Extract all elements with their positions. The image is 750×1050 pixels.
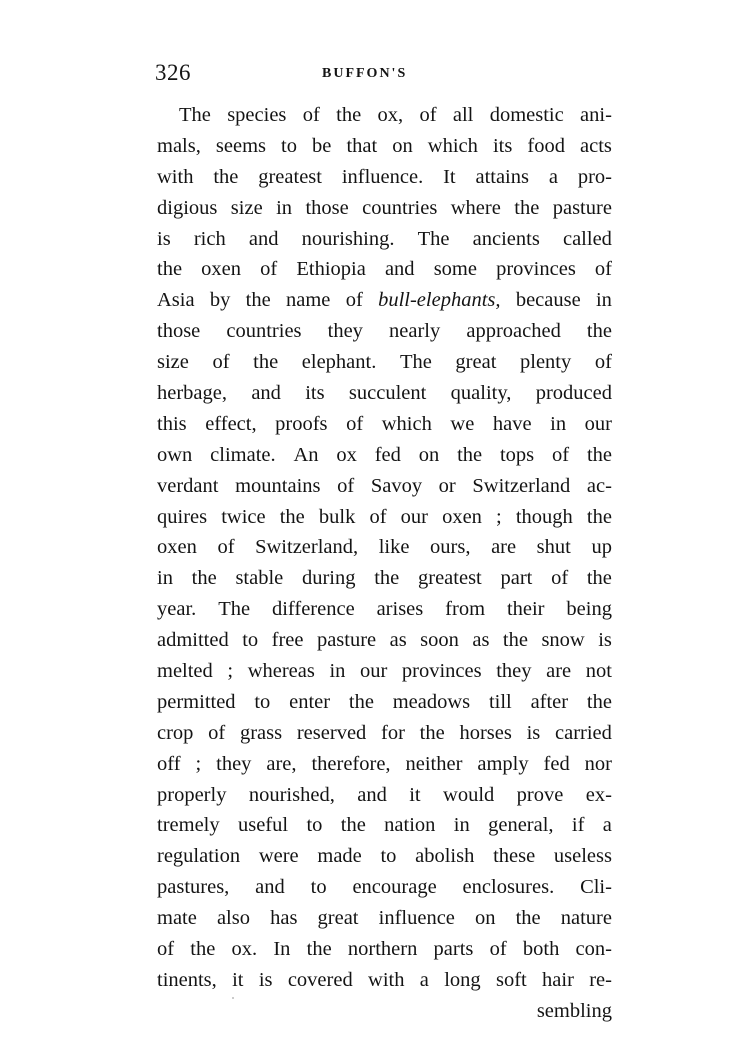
word: name xyxy=(286,289,331,312)
word: with xyxy=(157,165,194,188)
word: to xyxy=(281,134,297,157)
word: neither xyxy=(405,752,463,775)
word: being xyxy=(566,598,612,621)
word: like xyxy=(378,536,410,559)
word: fed xyxy=(543,752,570,775)
word: seems xyxy=(215,134,266,157)
word: the xyxy=(253,351,279,374)
word: the xyxy=(245,289,271,312)
word: ; xyxy=(195,752,202,775)
word: prove xyxy=(516,783,564,806)
word: nation xyxy=(384,814,436,837)
word: soft xyxy=(495,968,527,991)
word: those xyxy=(157,320,201,343)
word: acts xyxy=(580,134,612,157)
word: oxen xyxy=(157,536,197,559)
word: arises xyxy=(376,598,424,621)
word: which xyxy=(381,412,432,435)
word: though xyxy=(515,505,573,528)
word: Switzerland xyxy=(472,474,571,497)
word: it xyxy=(232,968,244,991)
word: till xyxy=(488,690,512,713)
word: the xyxy=(586,443,612,466)
word: as xyxy=(472,629,490,652)
word: Asia xyxy=(157,289,195,312)
word: therefore, xyxy=(311,752,391,775)
word: influence. xyxy=(341,165,424,188)
text-line xyxy=(157,780,612,811)
text-line xyxy=(157,563,612,594)
word: of xyxy=(208,721,226,744)
word: twice xyxy=(221,505,266,528)
paper-speck xyxy=(232,997,234,999)
word: its xyxy=(305,382,325,405)
word: encourage xyxy=(352,876,437,899)
word: succulent xyxy=(348,382,427,405)
word: influence xyxy=(378,907,455,930)
word: fed xyxy=(374,443,401,466)
word: as xyxy=(389,629,407,652)
word: its xyxy=(492,134,513,157)
word: In xyxy=(273,938,291,961)
word: of xyxy=(594,258,612,281)
word: Switzerland, xyxy=(255,536,359,559)
word: the xyxy=(514,196,540,219)
word: food xyxy=(527,134,565,157)
word: bulk xyxy=(318,505,356,528)
word: great xyxy=(317,907,359,930)
word: made xyxy=(317,845,362,868)
word: where xyxy=(450,196,501,219)
word: reserved xyxy=(296,721,367,744)
text-line xyxy=(157,718,612,749)
word: long xyxy=(444,968,481,991)
word: the xyxy=(586,567,612,590)
text-line xyxy=(157,316,612,347)
word: in xyxy=(157,567,173,590)
word: great xyxy=(455,351,497,374)
word: called xyxy=(562,227,612,250)
word: of xyxy=(489,938,507,961)
word: of xyxy=(157,938,175,961)
word: elephant. xyxy=(301,351,377,374)
text-line xyxy=(157,903,612,934)
word: for xyxy=(381,721,405,744)
word: ours, xyxy=(430,536,471,559)
word: effect, xyxy=(205,412,257,435)
word: tremely xyxy=(157,814,220,837)
word: this xyxy=(157,412,187,435)
word: melted xyxy=(157,660,213,683)
word: general, xyxy=(488,814,554,837)
word: or xyxy=(438,474,456,497)
word: grass xyxy=(239,721,283,744)
word: are xyxy=(491,536,517,559)
word: mate xyxy=(157,907,197,930)
word: meadows xyxy=(392,690,471,713)
word: ; xyxy=(227,660,234,683)
word: the xyxy=(515,907,541,930)
word: some xyxy=(433,258,477,281)
word: have xyxy=(492,412,532,435)
word: that xyxy=(346,134,378,157)
running-title: BUFFON'S xyxy=(322,66,408,81)
word: are xyxy=(546,660,572,683)
word: is xyxy=(157,227,171,250)
word: the xyxy=(502,629,528,652)
word: we xyxy=(450,412,475,435)
running-head xyxy=(155,60,610,90)
word: of xyxy=(594,351,612,374)
word: ox, xyxy=(377,104,404,126)
word: pasture xyxy=(552,196,612,219)
text-line xyxy=(157,254,612,285)
word: permitted xyxy=(157,690,236,713)
word: properly xyxy=(157,783,227,806)
text-line xyxy=(157,656,612,687)
word: ac- xyxy=(586,474,612,497)
word: countries xyxy=(362,196,438,219)
word: oxen xyxy=(442,505,482,528)
word: to xyxy=(306,814,323,837)
word: provinces xyxy=(496,258,576,281)
word: the xyxy=(586,690,612,713)
word: produced xyxy=(535,382,612,405)
word: the xyxy=(419,721,445,744)
word: be xyxy=(312,134,332,157)
word: re- xyxy=(589,968,612,991)
text-line xyxy=(157,625,612,656)
word: of xyxy=(346,412,364,435)
word: size xyxy=(157,351,189,374)
word: are, xyxy=(266,752,297,775)
word: a xyxy=(419,968,429,991)
word: is xyxy=(526,721,541,744)
word: on xyxy=(418,443,440,466)
word: The xyxy=(417,227,450,250)
word: up xyxy=(591,536,612,559)
word: ox. xyxy=(231,938,258,961)
word: our xyxy=(584,412,612,435)
word: and xyxy=(251,382,281,405)
word: would xyxy=(443,783,495,806)
word: tinents, xyxy=(157,968,217,991)
word: herbage, xyxy=(157,382,227,405)
text-line xyxy=(157,285,612,316)
word: ani- xyxy=(580,104,612,126)
word: species xyxy=(227,104,287,126)
text-line xyxy=(157,440,612,471)
text-line xyxy=(157,100,612,131)
word: the xyxy=(340,814,366,837)
word: of xyxy=(337,474,355,497)
word: is xyxy=(598,629,612,652)
word: nourishing. xyxy=(301,227,395,250)
word: and xyxy=(384,258,415,281)
text-line xyxy=(157,378,612,409)
word: of xyxy=(369,505,387,528)
text-line xyxy=(157,193,612,224)
word: they xyxy=(327,320,363,343)
word: approached xyxy=(466,320,561,343)
word: and xyxy=(357,783,387,806)
text-line xyxy=(157,965,612,996)
word: digious xyxy=(157,196,218,219)
word: size xyxy=(230,196,263,219)
text-line xyxy=(157,471,612,502)
word: of xyxy=(419,104,437,126)
word: The xyxy=(218,598,251,621)
word: horses xyxy=(459,721,512,744)
word: abolish xyxy=(415,845,475,868)
text-line xyxy=(157,872,612,903)
word: useless xyxy=(553,845,612,868)
text-line xyxy=(157,162,612,193)
word: Ethiopia xyxy=(296,258,366,281)
word: on xyxy=(475,907,496,930)
word: during xyxy=(301,567,356,590)
word: is xyxy=(258,968,273,991)
word: hair xyxy=(542,968,574,991)
word: shut xyxy=(536,536,571,559)
word: the xyxy=(157,258,183,281)
word: of xyxy=(260,258,278,281)
word: provinces xyxy=(401,660,482,683)
word: sembling xyxy=(536,999,612,1022)
word: snow xyxy=(541,629,585,652)
word: the xyxy=(586,320,612,343)
word: mountains xyxy=(235,474,321,497)
word: con- xyxy=(575,938,612,961)
word: the xyxy=(457,443,483,466)
word: covered xyxy=(287,968,353,991)
text-line xyxy=(157,409,612,440)
word: useful xyxy=(237,814,289,837)
word: the xyxy=(213,165,239,188)
text-line xyxy=(157,749,612,780)
word: after xyxy=(530,690,569,713)
word: part xyxy=(500,567,533,590)
word: they xyxy=(216,752,252,775)
word: because xyxy=(515,289,581,312)
word: enclosures. xyxy=(462,876,555,899)
word: stable xyxy=(235,567,284,590)
word: rich xyxy=(193,227,226,250)
word: both xyxy=(522,938,560,961)
text-line xyxy=(157,131,612,162)
word: if xyxy=(571,814,585,837)
word: of xyxy=(552,443,570,466)
word: to xyxy=(310,876,327,899)
word: amply xyxy=(477,752,529,775)
word: oxen xyxy=(201,258,242,281)
word: soon xyxy=(420,629,459,652)
word: to xyxy=(254,690,271,713)
word: a xyxy=(602,814,612,837)
word: bull-elephants, xyxy=(378,289,501,312)
word: in xyxy=(595,289,612,312)
word: Savoy xyxy=(370,474,423,497)
word: by xyxy=(209,289,231,312)
word: ox xyxy=(336,443,357,466)
word: to xyxy=(380,845,397,868)
word: The xyxy=(179,104,211,126)
word: of xyxy=(345,289,363,312)
word: greatest xyxy=(258,165,322,188)
word: verdant xyxy=(157,474,219,497)
text-line xyxy=(157,810,612,841)
text-line xyxy=(157,687,612,718)
word: nature xyxy=(560,907,612,930)
word: climate. xyxy=(210,443,276,466)
word: whereas xyxy=(247,660,315,683)
word: not xyxy=(585,660,612,683)
word: proofs xyxy=(275,412,328,435)
word: a xyxy=(548,165,558,188)
word: in xyxy=(329,660,346,683)
word: nor xyxy=(584,752,612,775)
word: year. xyxy=(157,598,197,621)
word: of xyxy=(212,351,230,374)
word: on xyxy=(392,134,413,157)
word: pro- xyxy=(577,165,612,188)
word: difference xyxy=(271,598,355,621)
page-number: 326 xyxy=(155,60,191,85)
word: their xyxy=(506,598,545,621)
word: regulation xyxy=(157,845,241,868)
word: quality, xyxy=(450,382,512,405)
word: in xyxy=(276,196,293,219)
word: attains xyxy=(475,165,529,188)
word: of xyxy=(217,536,235,559)
word: in xyxy=(550,412,567,435)
word: and xyxy=(248,227,279,250)
word: they xyxy=(496,660,532,683)
word: the xyxy=(374,567,400,590)
word: of xyxy=(302,104,320,126)
word: with xyxy=(368,968,405,991)
word: It xyxy=(443,165,456,188)
word: pastures, xyxy=(157,876,230,899)
word: the xyxy=(190,938,216,961)
text-line xyxy=(157,934,612,965)
word: ; xyxy=(496,505,502,528)
word: the xyxy=(348,690,374,713)
word: off xyxy=(157,752,181,775)
word: An xyxy=(293,443,319,466)
word: the xyxy=(191,567,217,590)
word: ex- xyxy=(585,783,612,806)
text-line xyxy=(157,594,612,625)
word: admitted xyxy=(157,629,229,652)
word: own xyxy=(157,443,193,466)
word: has xyxy=(270,907,298,930)
word: northern xyxy=(347,938,418,961)
word: from xyxy=(445,598,486,621)
text-line xyxy=(157,502,612,533)
word: crop xyxy=(157,721,194,744)
word: to xyxy=(242,629,259,652)
body-text xyxy=(157,100,612,1027)
word: plenty xyxy=(520,351,572,374)
word: ancients xyxy=(472,227,540,250)
word: parts xyxy=(433,938,474,961)
word: the xyxy=(306,938,332,961)
word: mals, xyxy=(157,134,201,157)
word: countries xyxy=(226,320,302,343)
text-line xyxy=(157,532,612,563)
word: nourished, xyxy=(248,783,335,806)
word: enter xyxy=(289,690,331,713)
word: carried xyxy=(555,721,612,744)
word: tops xyxy=(499,443,535,466)
word: Cli- xyxy=(580,876,612,899)
word: it xyxy=(409,783,421,806)
word: were xyxy=(258,845,299,868)
word: of xyxy=(551,567,569,590)
word: our xyxy=(400,505,428,528)
word: free xyxy=(271,629,304,652)
word: the xyxy=(336,104,362,126)
word: our xyxy=(359,660,388,683)
word: domestic xyxy=(489,104,564,126)
word: pasture xyxy=(316,629,377,652)
text-line xyxy=(157,996,612,1027)
word: the xyxy=(586,505,612,528)
word: these xyxy=(493,845,536,868)
word: which xyxy=(427,134,478,157)
word: also xyxy=(216,907,250,930)
word: and xyxy=(255,876,285,899)
word: those xyxy=(305,196,349,219)
text-line xyxy=(157,841,612,872)
word: nearly xyxy=(389,320,441,343)
word: all xyxy=(452,104,474,126)
word: the xyxy=(279,505,305,528)
word: The xyxy=(399,351,432,374)
text-line xyxy=(157,347,612,378)
word: in xyxy=(453,814,470,837)
word: greatest xyxy=(418,567,482,590)
text-line xyxy=(157,224,612,255)
word: quires xyxy=(157,505,208,528)
